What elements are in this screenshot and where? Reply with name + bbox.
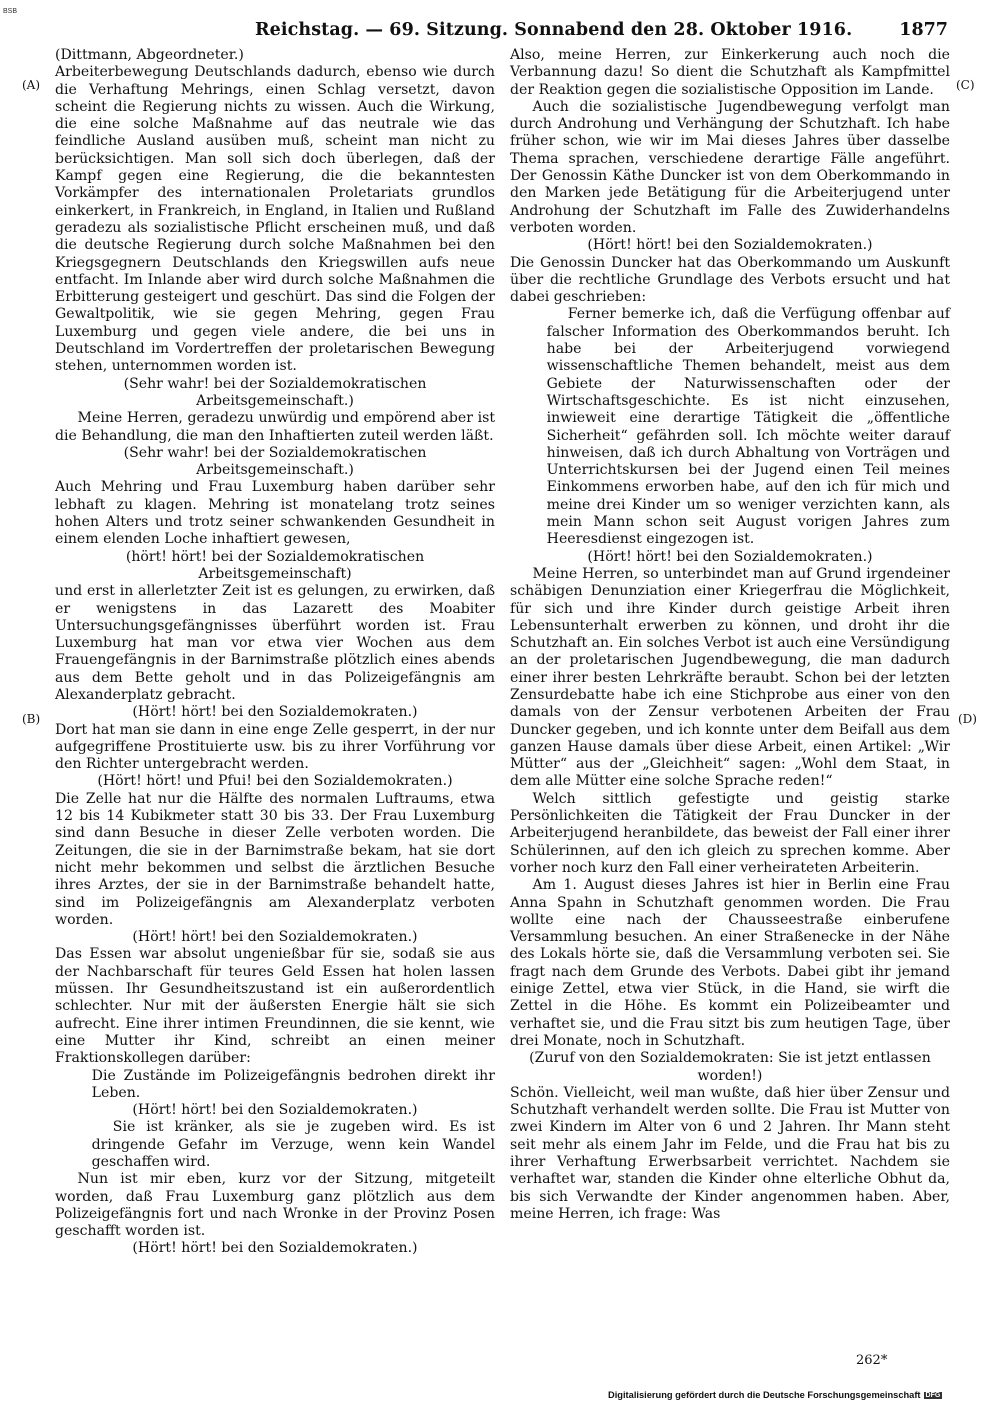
left-column xyxy=(55,47,495,1258)
footer-credit xyxy=(608,1390,942,1400)
quotation: Ferner bemerke ich, daß die Verfügung offenbar auf falscher Information des Oberkommandos beruht. Ich habe bei der Arbeiterjugend vorwiegend wissenschaftliche Themen behandelt, meist aus dem Gebiete der Naturwissenschaften oder der Wirtschaftsgeschichte. Es ist nicht einzusehen, inwieweit eine derartige Tätigkeit die „öffentliche Sicherheit“ gefährden soll. Ich möchte weiter darauf hinweisen, daß ich durch Abhaltung von Vorträgen und Unterrichtskursen bei der Jugend einen Teil meines Einkommens erworben habe, auf den ich für mich und meine drei Kinder um so weniger verzichten kann, als mein Mann schon seit August vorigen Jahres zum Heeresdienst eingezogen ist. xyxy=(546,306,950,548)
paragraph: und erst in allerletzter Zeit ist es gelungen, zu erwirken, daß er wenigstens in das Lazarett des Moabiter Untersuchungsgefängnisses überführt worden ist. Frau Luxemburg hat man vor etwa vier Wochen aus dem Frauengefängnis in der Barnimstraße plötzlich eines abends aus dem Bette geholt und in das Polizeigefängnis am Alexanderplatz gebracht. xyxy=(55,583,495,703)
interjection: (Hört! hört! bei den Sozialdemokraten.) xyxy=(132,704,418,721)
interjection: (Zuruf von den Sozialdemokraten: Sie ist jetzt entlassen worden!) xyxy=(529,1050,931,1084)
quotation: Die Zustände im Polizeigefängnis bedrohen direkt ihr Leben. xyxy=(91,1067,495,1101)
paragraph: Schön. Vielleicht, weil man wußte, daß hier über Zensur und Schutzhaft verhandelt werden sollte. Die Frau ist Mutter von zwei Kindern im Alter von 6 und 2 Jahren. Ihr Mann steht seit mehr als einem Jahr im Felde, und die Frau hat bis zu ihrer Verhaftung Erwerbsarbeit verrichtet. Nachdem sie verhaftet war, standen die Kinder ohne elterliche Obhut da, bis sich Verwandte der Kinder angenommen haben. Aber, meine Herren, ich frage: Was xyxy=(510,1084,950,1222)
margin-mark-d: (D) xyxy=(958,712,977,726)
right-column xyxy=(510,47,950,1223)
paragraph: Am 1. August dieses Jahres ist hier in Berlin eine Frau Anna Spahn in Schutzhaft genommen worden. Die Frau wollte eine nach der Chausseestraße einberufene Versammlung besuchen. An einer Straßenecke in der Nähe des Lokals hörte sie, daß die Versammlung verboten sei. Sie fragt nach dem Grunde des Verbots. Dabei gibt ihr jemand einige Zettel, etwa vier Stück, in die Hand, sie wirft die Zettel in die Höhe. Es kommt ein Polizeibeamter und verhaftet sie, und die Frau sitzt bis zum heutigen Tage, über drei Monate, noch in Schutzhaft. xyxy=(510,877,950,1049)
interjection: (Sehr wahr! bei der Sozialdemokratischen Arbeitsgemeinschaft.) xyxy=(123,444,427,479)
paragraph: Auch die sozialistische Jugendbewegung verfolgt man durch Androhung und Verhängung der Schutzhaft. Ich habe früher schon, wie wir im Mai dieses Jahres über dasselbe Thema sprachen, verschiedene derartige Fälle angeführt. Der Genossin Käthe Duncker ist von dem Oberkommando in den Marken jede Betätigung für die Arbeiterjugend unter Androhung der Schutzhaft im Falle des Zuwiderhandelns verboten worden. xyxy=(510,98,950,236)
page-number: 1877 xyxy=(899,20,948,40)
interjection: (Hört! hört! bei den Sozialdemokraten.) xyxy=(587,548,873,565)
interjection: (Hört! hört! bei den Sozialdemokraten.) xyxy=(132,1102,418,1119)
interjection: (Hört! hört! bei den Sozialdemokraten.) xyxy=(132,1240,418,1257)
header-title: Reichstag. — 69. Sitzung. Sonnabend den 28. Oktober 1916. xyxy=(255,20,853,40)
paragraph: Welch sittlich gefestigte und geistig starke Persönlichkeiten die Tätigkeit der Frau Duncker in der Arbeiterjugend heranbildete, das beweist der Fall einer ihrer Schülerinnen, auf den ich gleich zu sprechen komme. Aber vorher noch kurz den Fall einer verheirateten Arbeiterin. xyxy=(510,790,950,876)
interjection: (Hört! hört! bei den Sozialdemokraten.) xyxy=(132,929,418,946)
interjection: (hört! hört! bei der Sozialdemokratischen Arbeitsgemeinschaft) xyxy=(125,548,425,582)
paragraph: Meine Herren, geradezu unwürdig und empörend aber ist die Behandlung, die man den Inhaftierten zuteil werden läßt. xyxy=(55,410,495,444)
margin-mark-a: (A) xyxy=(22,78,41,92)
paragraph: Die Genossin Duncker hat das Oberkommando um Auskunft über die rechtliche Grundlage des Verbots ersucht und hat dabei geschrieben: xyxy=(510,254,950,306)
interjection: (Hört! hört! bei den Sozialdemokraten.) xyxy=(587,237,873,254)
quotation: Sie ist kränker, als sie je zugeben wird. Es ist dringende Gefahr im Verzuge, wenn kein Wandel geschaffen wird. xyxy=(91,1119,495,1170)
margin-mark-b: (B) xyxy=(22,712,41,726)
paragraph: Die Zelle hat nur die Hälfte des normalen Luftraums, etwa 12 bis 14 Kubikmeter statt 30 bis 33. Der Frau Luxemburg sind dann Besuche in dieser Zelle verboten worden. Die Zeitungen, die sie in der Barnimstraße bekam, hat sie dort nicht mehr bekommen und selbst die ärztlichen Besuche ihres Arztes, der sie in der Barnimstraße behandelt hatte, sind im Polizeigefängnis am Alexanderplatz verboten worden. xyxy=(55,790,495,928)
footer-credit-text: Digitalisierung gefördert durch die Deutsche Forschungsgemeinschaft xyxy=(608,1390,921,1400)
paragraph: Arbeiterbewegung Deutschlands dadurch, ebenso wie durch die Verhaftung Mehrings, einen Schlag versetzt, davon scheint die Regierung nichts zu wissen. Auch die Wirkung, die eine solche Maßnahme auf das neutrale wie das feindliche Ausland ausüben muß, scheint man nicht zu berücksichtigen. Man soll sich doch überlegen, daß der Kampf gegen eine Regierung, die die bekanntesten Vorkämpfer des internationalen Proletariats grundlos einkerkert, in Frankreich, in England, in Italien und Rußland geradezu als sozialistische Pflicht erscheinen muß, und daß die deutsche Regierung durch solche Maßnahmen bei den Kriegsgegnern Deutschlands den Kriegswillen aufs neue entfacht. Im Inlande aber wird durch solche Maßnahmen die Erbitterung gesteigert und geschürt. Das sind die Folgen der Gewaltpolitik, wie sie gegen Mehring, gegen Frau Luxemburg und gegen viele andere, die bei uns in Deutschland im Vordertreffen der proletarischen Bewegung stehen, unternommen worden ist. xyxy=(55,64,495,375)
library-mark: BSB xyxy=(3,8,18,15)
interjection: (Sehr wahr! bei der Sozialdemokratischen Arbeitsgemeinschaft.) xyxy=(123,375,427,409)
paragraph: Auch Mehring und Frau Luxemburg haben darüber sehr lebhaft zu klagen. Mehring ist monatelang trotz seines hohen Alters und trotz seiner schwankenden Gesundheit in einem elenden Loche inhaftiert gewesen, xyxy=(55,479,495,548)
signature-mark: 262* xyxy=(856,1353,888,1368)
interjection: (Hört! hört! und Pfui! bei den Sozialdemokraten.) xyxy=(97,773,453,790)
paragraph: Das Essen war absolut ungenießbar für sie, sodaß sie aus der Nachbarschaft für teures Geld Essen hat holen lassen müssen. Ihr Gesundheitszustand ist ein außerordentlich schlechter. Nur mit der äußersten Energie hält sie sich aufrecht. Eine ihrer intimen Freundinnen, die sie kennt, wie eine Mutter ihr Kind, schreibt an einen meiner Fraktionskollegen darüber: xyxy=(55,946,495,1067)
margin-mark-c: (C) xyxy=(956,78,975,92)
paragraph: Meine Herren, so unterbindet man auf Grund irgendeiner schäbigen Denunziation einer Kriegerfrau die Möglichkeit, für sich und ihre Kinder durch geistige Arbeit ihren Lebensunterhalt erwerben zu können, und droht ihr die Schutzhaft an. Ein solches Verbot ist auch eine Versündigung an der proletarischen Jugendbewegung, die man dadurch einer ihrer besten Lehrkräfte beraubt. Schon bei der letzten Zensurdebatte habe ich eine Stichprobe aus einer von den damals von der Zensur verbotenen Arbeiten der Frau Duncker gegeben, und ich konnte unter dem Beifall aus dem ganzen Hause damals über diese Arbeit, einen Artikel: „Wir Mütter“ aus der „Gleichheit“ sagen: „Wohl dem Staat, in dem alle Mütter eine solche Sprache reden!“ xyxy=(510,565,950,790)
paragraph: Also, meine Herren, zur Einkerkerung auch noch die Verbannung dazu! So dient die Schutzhaft als Kampfmittel der Reaktion gegen die sozialistische Opposition im Lande. xyxy=(510,47,950,98)
speaker-line: (Dittmann, Abgeordneter.) xyxy=(55,47,244,63)
paragraph: Dort hat man sie dann in eine enge Zelle gesperrt, in der nur aufgegriffene Prostituierte usw. bis zu ihrer Vorführung vor den Richter untergebracht werden. xyxy=(55,721,495,773)
page-header xyxy=(255,20,948,44)
dfg-logo: DFG xyxy=(925,1392,941,1400)
paragraph: Nun ist mir eben, kurz vor der Sitzung, mitgeteilt worden, daß Frau Luxemburg ganz plötzlich aus dem Polizeigefängnis fort und nach Wronke in der Provinz Posen geschafft worden ist. xyxy=(55,1171,495,1240)
